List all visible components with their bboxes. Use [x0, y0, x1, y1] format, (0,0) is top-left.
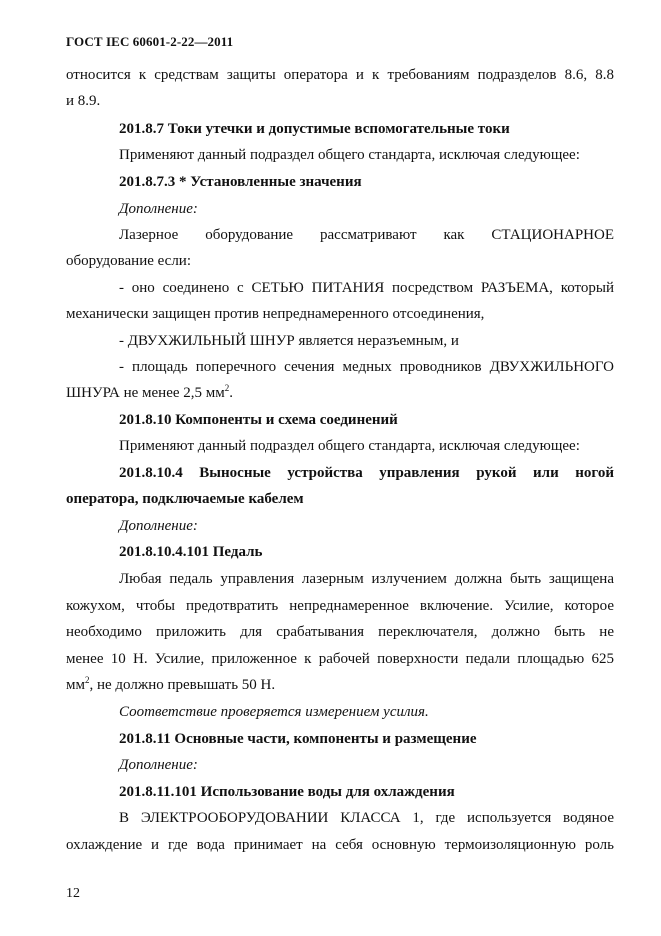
text-fragment: мм	[66, 677, 85, 693]
section-heading: 201.8.7.3 * Установленные значения	[119, 174, 362, 190]
body-text-line: Применяют данный подраздел общего стандарта, исключая следующее:	[119, 438, 580, 454]
body-text-line: В ЭЛЕКТРООБОРУДОВАНИИ КЛАССА 1, где используется водяное	[119, 810, 614, 826]
body-text-line: охлаждение и где вода принимает на себя основную термоизоляционную роль	[66, 837, 614, 853]
addition-label: Дополнение:	[119, 757, 198, 773]
text-fragment: .	[229, 385, 234, 401]
section-heading: 201.8.10.4.101 Педаль	[119, 544, 263, 560]
compliance-note: Соответствие проверяется измерением усилия.	[119, 704, 429, 720]
document-header: ГОСТ IEC 60601-2-22—2011	[66, 34, 234, 49]
section-heading: оператора, подключаемые кабелем	[66, 491, 304, 507]
body-text-line: Любая педаль управления лазерным излучением должна быть защищена	[119, 571, 614, 587]
body-text-line: - ДВУХЖИЛЬНЫЙ ШНУР является неразъемным, и	[119, 333, 459, 349]
section-heading: 201.8.10 Компоненты и схема соединений	[119, 412, 398, 428]
addition-label: Дополнение:	[119, 201, 198, 217]
text-fragment: ШНУРА не менее 2,5 мм	[66, 385, 225, 401]
body-text-line: менее 10 Н. Усилие, приложенное к рабочей поверхности педали площадью 625	[66, 651, 614, 667]
body-text-line: оборудование если:	[66, 253, 191, 269]
body-text-line: механически защищен против непреднамеренного отсоединения,	[66, 306, 485, 322]
superscript: 2	[224, 383, 230, 393]
body-text-line: необходимо приложить для срабатывания переключателя, должно быть не	[66, 624, 614, 640]
section-heading: 201.8.11.101 Использование воды для охлаждения	[119, 784, 455, 800]
body-text-line: Лазерное оборудование рассматривают как СТАЦИОНАРНОЕ	[119, 227, 614, 243]
body-text-line: относится к средствам защиты оператора и к требованиям подразделов 8.6, 8.8	[66, 67, 614, 83]
page-number: 12	[66, 886, 80, 901]
section-heading: 201.8.11 Основные части, компоненты и размещение	[119, 731, 477, 747]
addition-label: Дополнение:	[119, 518, 198, 534]
section-heading: 201.8.7 Токи утечки и допустимые вспомогательные токи	[119, 121, 510, 137]
text-fragment: , не должно превышать 50 Н.	[89, 677, 276, 693]
section-heading: 201.8.10.4 Выносные устройства управления рукой или ногой	[119, 465, 614, 481]
body-text-line: и 8.9.	[66, 93, 101, 109]
superscript: 2	[84, 675, 90, 685]
body-text-line: кожухом, чтобы предотвратить непреднамеренное включение. Усилие, которое	[66, 598, 614, 614]
body-text-line: Применяют данный подраздел общего стандарта, исключая следующее:	[119, 147, 580, 163]
body-text-line: - площадь поперечного сечения медных проводников ДВУХЖИЛЬНОГО	[119, 359, 614, 375]
body-text-line	[66, 676, 614, 694]
body-text-line	[66, 384, 614, 402]
body-text-line: - оно соединено с СЕТЬЮ ПИТАНИЯ посредством РАЗЪЕМА, который	[119, 280, 614, 296]
